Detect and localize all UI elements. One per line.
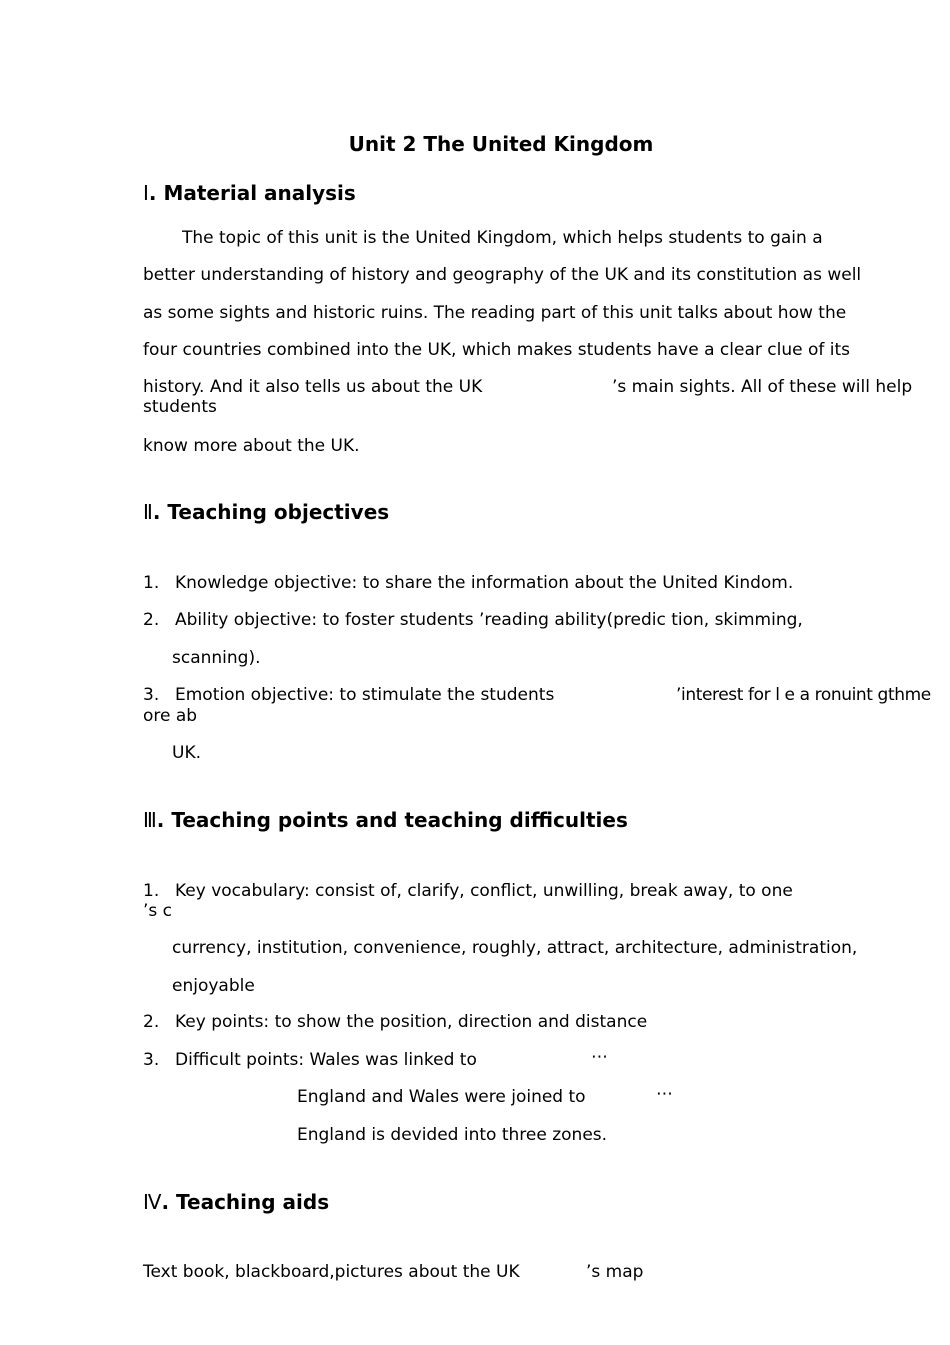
list-item-text: Ability objective: to foster students ’reading ability(predic tion, skimming, xyxy=(175,610,803,630)
paragraph-line: better understanding of history and geography of the UK and its constitution as well xyxy=(143,265,862,285)
paragraph-line: as some sights and historic ruins. The reading part of this unit talks about how the xyxy=(143,303,847,323)
section-heading-teaching-objectives xyxy=(143,500,389,524)
section-heading-text: . Teaching points and teaching difficulties xyxy=(156,808,628,832)
paragraph-line: history. And it also tells us about the UK xyxy=(143,377,483,397)
section-numeral: Ⅳ xyxy=(143,1190,162,1214)
section-heading-text: . Teaching aids xyxy=(161,1190,330,1214)
list-item-number: 3. xyxy=(143,1050,160,1070)
section-numeral: Ⅲ xyxy=(143,808,157,832)
difficult-point-line: England and Wales were joined to xyxy=(297,1087,586,1107)
list-item-text: Emotion objective: to stimulate the students xyxy=(175,685,555,705)
paragraph-line: know more about the UK. xyxy=(143,436,360,456)
list-item-continuation: currency, institution, convenience, roughly, attract, architecture, administration, xyxy=(172,938,858,958)
list-item-wrap: ’s c xyxy=(143,901,173,921)
paragraph-line: four countries combined into the UK, which makes students have a clear clue of its xyxy=(143,340,850,360)
list-item-continuation: enjoyable xyxy=(172,976,255,996)
document-title: Unit 2 The United Kingdom xyxy=(348,132,654,156)
list-item-text: Key points: to show the position, direction and distance xyxy=(175,1012,648,1032)
list-item-number: 3. xyxy=(143,685,160,705)
list-item-text: Difficult points: Wales was linked to xyxy=(175,1050,477,1070)
paragraph-line: students xyxy=(143,397,217,417)
section-numeral: Ⅱ xyxy=(143,500,153,524)
list-item-text: Key vocabulary: consist of, clarify, conflict, unwilling, break away, to one xyxy=(175,881,793,901)
section-numeral: Ⅰ xyxy=(143,181,149,205)
list-item-number: 2. xyxy=(143,1012,160,1032)
section-heading-material-analysis xyxy=(143,181,356,205)
list-item-number: 1. xyxy=(143,573,160,593)
list-item-text: Knowledge objective: to share the information about the United Kindom. xyxy=(175,573,794,593)
section-heading-text: . Teaching objectives xyxy=(152,500,390,524)
paragraph-line: The topic of this unit is the United Kingdom, which helps students to gain a xyxy=(182,228,823,248)
teaching-aids-text: ’s map xyxy=(586,1262,644,1282)
ellipsis: ⋯ xyxy=(591,1047,608,1067)
section-heading-teaching-aids xyxy=(143,1190,329,1214)
list-item-text: ’interest for l e a ronuint gthme xyxy=(676,685,931,705)
ellipsis: ⋯ xyxy=(656,1084,673,1104)
list-item-continuation: scanning). xyxy=(172,648,261,668)
difficult-point-line: England is devided into three zones. xyxy=(297,1125,608,1145)
list-item-continuation: UK. xyxy=(172,743,201,763)
list-item-wrap: ore ab xyxy=(143,706,198,726)
list-item-number: 1. xyxy=(143,881,160,901)
paragraph-line: ’s main sights. All of these will help xyxy=(612,377,913,397)
teaching-aids-text: Text book, blackboard,pictures about the UK xyxy=(143,1262,520,1282)
list-item-number: 2. xyxy=(143,610,160,630)
section-heading-teaching-points xyxy=(143,808,628,832)
section-heading-text: . Material analysis xyxy=(148,181,356,205)
